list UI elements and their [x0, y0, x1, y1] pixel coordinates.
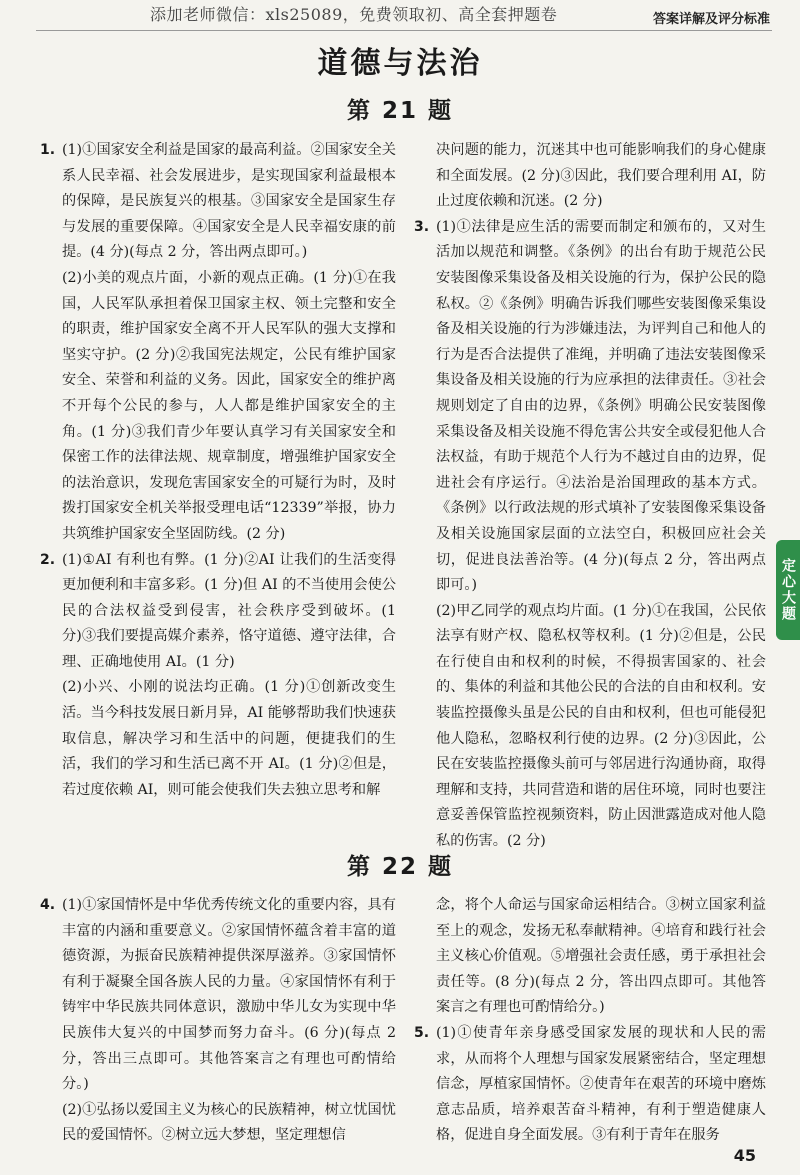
- header-right-label: 答案详解及评分标准: [652, 12, 770, 27]
- answer-paragraph: (2)①弘扬以爱国主义为核心的民族精神，树立忧国忧民的爱国情怀。②树立远大梦想，坚定理想信: [62, 1101, 396, 1144]
- section-title-21: 第 21 题: [346, 98, 454, 124]
- section-21-right-column: [414, 138, 766, 855]
- answer-paragraph: (2)甲乙同学的观点均片面。(1 分)①在我国，公民依法享有财产权、隐私权等权利。(1 分)②但是，公民在行使自由和权利的时候，不得损害国家的、社会的、集体的利益和其他公民的合法的自由和权利。安装监控摄像头虽是公民的自由和权利，但也可能侵犯他人隐私，忽略权利行使的边界。(2 分)③因此，公民在安装监控摄像头前可与邻居进行沟通协商，取得理解和支持，共同营造和谐的居住环境，同时也要注意妥善保管监控视频资料，防止因泄露造成对他人隐私的伤害。(2 分): [436, 602, 766, 850]
- answer-paragraph: (2)小兴、小刚的说法均正确。(1 分)①创新改变生活。当今科技发展日新月异，AI 能够帮助我们快速获取信息，解决学习和生活中的问题，便捷我们的生活，我们的学习和生活已离不开 AI。(1 分)②但是，若过度依赖 AI，则可能会使我们失去独立思考和解: [62, 679, 396, 798]
- page-title: 道德与法治: [317, 46, 483, 81]
- question-number: 4.: [40, 897, 56, 913]
- side-tab: 定心大题: [776, 540, 800, 640]
- question-4: [40, 893, 396, 1149]
- question-number: 2.: [40, 551, 56, 568]
- answer-paragraph: (1)①国家安全利益是国家的最高利益。②国家安全关系人民幸福、社会发展进步，是实现国家利益最根本的保障，是民族复兴的根基。③国家安全是国家生存与发展的重要保障。④国家安全是人民幸福安康的前提。(4 分)(每点 2 分，答出两点即可。): [62, 142, 396, 261]
- section-21-left-column: [40, 138, 396, 803]
- question-number: 3.: [414, 218, 430, 235]
- question-3: [414, 215, 766, 855]
- question-2: [40, 548, 396, 804]
- answer-paragraph: (1)①使青年亲身感受国家发展的现状和人民的需求，从而将个人理想与国家发展紧密结合，坚定理想信念，厚植家国情怀。②使青年在艰苦的环境中磨炼意志品质，培养艰苦奋斗精神，有利于塑造健康人格，促进自身全面发展。③有利于青年在服务: [436, 1024, 766, 1144]
- question-5: [414, 1021, 766, 1149]
- answer-paragraph: 决问题的能力，沉迷其中也可能影响我们的身心健康和全面发展。(2 分)③因此，我们要合理利用 AI，防止过度依赖和沉迷。(2 分): [436, 142, 766, 210]
- answer-paragraph: (2)小美的观点片面，小新的观点正确。(1 分)①在我国，人民军队承担着保卫国家主权、领土完整和安全的职责，维护国家安全离不开人民军队的强大支撑和坚实守护。(2 分)②我国宪法规定，公民有维护国家安全、荣誉和利益的义务。因此，国家安全的维护离不开每个公民的参与，人人都是维护国家安全的主角。(1 分)③我们青少年要认真学习有关国家安全和保密工作的法律法规、规章制度，增强维护国家安全的法治意识，发现危害国家安全的可疑行为时，及时拨打国家安全机关举报受理电话“12339”举报，协力共筑维护国家安全坚固防线。(2 分): [62, 269, 396, 542]
- section-22-left-column: [40, 893, 396, 1149]
- section-22-right-column: [414, 893, 766, 1149]
- header-divider: [36, 30, 772, 31]
- answer-paragraph: (1)①AI 有利也有弊。(1 分)②AI 让我们的生活变得更加便利和丰富多彩。(1 分)但 AI 的不当使用会使公民的合法权益受到侵害，社会秩序受到破坏。(1 分)③我们要提高媒介素养，恪守道德、遵守法律，合理、正确地使用 AI。(1 分): [62, 551, 396, 670]
- answer-paragraph: (1)①家国情怀是中华优秀传统文化的重要内容，具有丰富的内涵和重要意义。②家国情怀蕴含着丰富的道德资源，为振奋民族精神提供深厚滋养。③家国情怀有利于凝聚全国各族人民的力量。④家国情怀有利于铸牢中华民族共同体意识，激励中华儿女为实现中华民族伟大复兴的中国梦而努力奋斗。(6 分)(每点 2 分，答出三点即可。其他答案言之有理也可酌情给分。): [62, 897, 396, 1093]
- answer-paragraph: (1)①法律是应生活的需要而制定和颁布的，又对生活加以规范和调整。《条例》的出台有助于规范公民安装图像采集设备及相关设施的行为，保护公民的隐私权。②《条例》明确告诉我们哪些安装图像采集设备及相关设施的行为涉嫌违法，为评判自己和他人的行为是否合法提供了准绳，并明确了违法安装图像采集设备及相关设施的行为应承担的法律责任。③社会规则划定了自由的边界，《条例》明确公民安装图像采集设备及相关设施不得危害公共安全或侵犯他人合法权益，有助于规范个人行为不越过自由的边界，促进社会有序运行。④法治是治国理政的基本方式。《条例》以行政法规的形式填补了安装图像采集设备及相关设施国家层面的立法空白，积极回应社会关切，促进良法善治等。(4 分)(每点 2 分，答出两点即可。): [436, 218, 766, 594]
- question-number: 1.: [40, 142, 56, 158]
- question-1: [40, 138, 396, 548]
- question-2-continued: [414, 138, 766, 215]
- section-title-22: 第 22 题: [346, 854, 454, 880]
- page-number: 45: [733, 1146, 756, 1165]
- answer-paragraph: 念，将个人命运与国家命运相结合。③树立国家利益至上的观念，发扬无私奉献精神。④培育和践行社会主义核心价值观。⑤增强社会责任感，勇于承担社会责任等。(8 分)(每点 2 分，答出四点即可。其他答案言之有理也可酌情给分。): [436, 897, 766, 1016]
- question-4-continued: [414, 893, 766, 1021]
- question-number: 5.: [414, 1024, 430, 1041]
- header-note: 添加老师微信：xls25089，免费领取初、高全套押题卷: [150, 5, 558, 24]
